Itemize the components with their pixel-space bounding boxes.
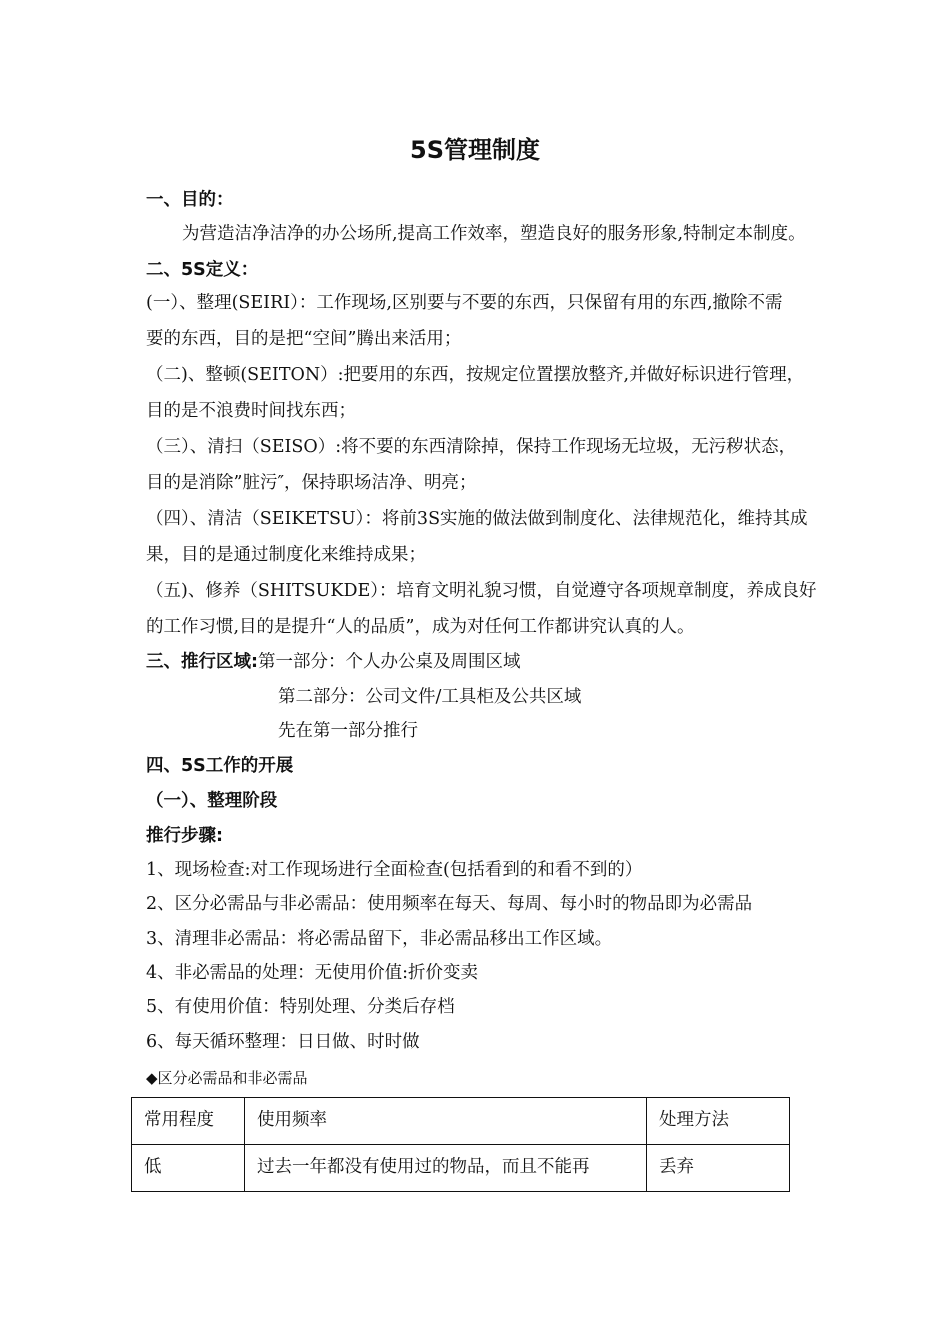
section-3-part-1: 第一部分：个人办公桌及周围区域 (258, 652, 521, 672)
step-item: 6、每天循环整理：日日做、时时做 (146, 1032, 420, 1052)
table-caption: ◆区分必需品和非必需品 (146, 1069, 308, 1087)
table-cell: 低 (132, 1145, 245, 1192)
table-cell: 丢弃 (647, 1145, 790, 1192)
definition-line: （二)、整顿(SEITON）:把要用的东西，按规定位置摆放整齐,并做好标识进行管理， (146, 365, 805, 385)
section-3-part-3: 先在第一部分推行 (278, 721, 418, 741)
step-item: 5、有使用价值：特别处理、分类后存档 (146, 997, 455, 1017)
definition-line: 果，目的是通过制度化来维持成果； (146, 545, 426, 565)
definition-line: 目的是不浪费时间找东西； (146, 401, 356, 421)
section-1-heading: 一、目的： (146, 190, 234, 210)
definition-line: (一）、整理(SEIRI）：工作现场,区别要与不要的东西，只保留有用的东西,撤除不需 (146, 293, 783, 313)
definition-line: （五)、修养（SHITSUKDE）：培育文明礼貌习惯，自觉遵守各项规章制度，养成良好 (146, 581, 817, 601)
section-3-heading: 三、推行区域: (146, 652, 258, 672)
definition-line: 要的东西，目的是把“空间”腾出来活用； (146, 329, 462, 349)
table-header-cell: 处理方法 (647, 1098, 790, 1145)
section-4-heading: 四、5S工作的开展 (146, 756, 294, 776)
table-header-cell: 使用频率 (245, 1098, 647, 1145)
table-header-row (132, 1098, 790, 1145)
definition-line: （三）、清扫（SEISO）:将不要的东西清除掉，保持工作现场无垃圾，无污秽状态， (146, 437, 797, 457)
step-item: 3、清理非必需品：将必需品留下，非必需品移出工作区域。 (146, 929, 613, 949)
table-cell: 过去一年都没有使用过的物品，而且不能再 (245, 1145, 647, 1192)
step-item: 1、现场检查:对工作现场进行全面检查(包括看到的和看不到的） (146, 860, 643, 880)
section-2-heading: 二、5S定义： (146, 260, 259, 280)
definition-line: 目的是消除”脏污″，保持职场洁净、明亮； (146, 473, 477, 493)
document-title: 5S管理制度 (410, 136, 540, 164)
definition-line: 的工作习惯,目的是提升“人的品质”，成为对任何工作都讲究认真的人。 (146, 617, 695, 637)
step-item: 2、区分必需品与非必需品：使用频率在每天、每周、每小时的物品即为必需品 (146, 894, 753, 914)
definition-line: （四）、清洁（SEIKETSU）：将前3S实施的做法做到制度化、法律规范化，维持其成 (146, 509, 808, 529)
steps-heading: 推行步骤: (146, 826, 223, 846)
table-row (132, 1145, 790, 1192)
section-1-text: 为营造洁净洁净的办公场所,提高工作效率，塑造良好的服务形象,特制定本制度。 (182, 224, 806, 244)
table-header-cell: 常用程度 (132, 1098, 245, 1145)
step-item: 4、非必需品的处理：无使用价值:折价变卖 (146, 963, 479, 983)
section-3-row (146, 650, 876, 674)
section-4-subheading: （一）、整理阶段 (146, 791, 278, 811)
section-3-part-2: 第二部分：公司文件/工具柜及公共区域 (278, 687, 582, 707)
necessity-table (131, 1097, 790, 1192)
